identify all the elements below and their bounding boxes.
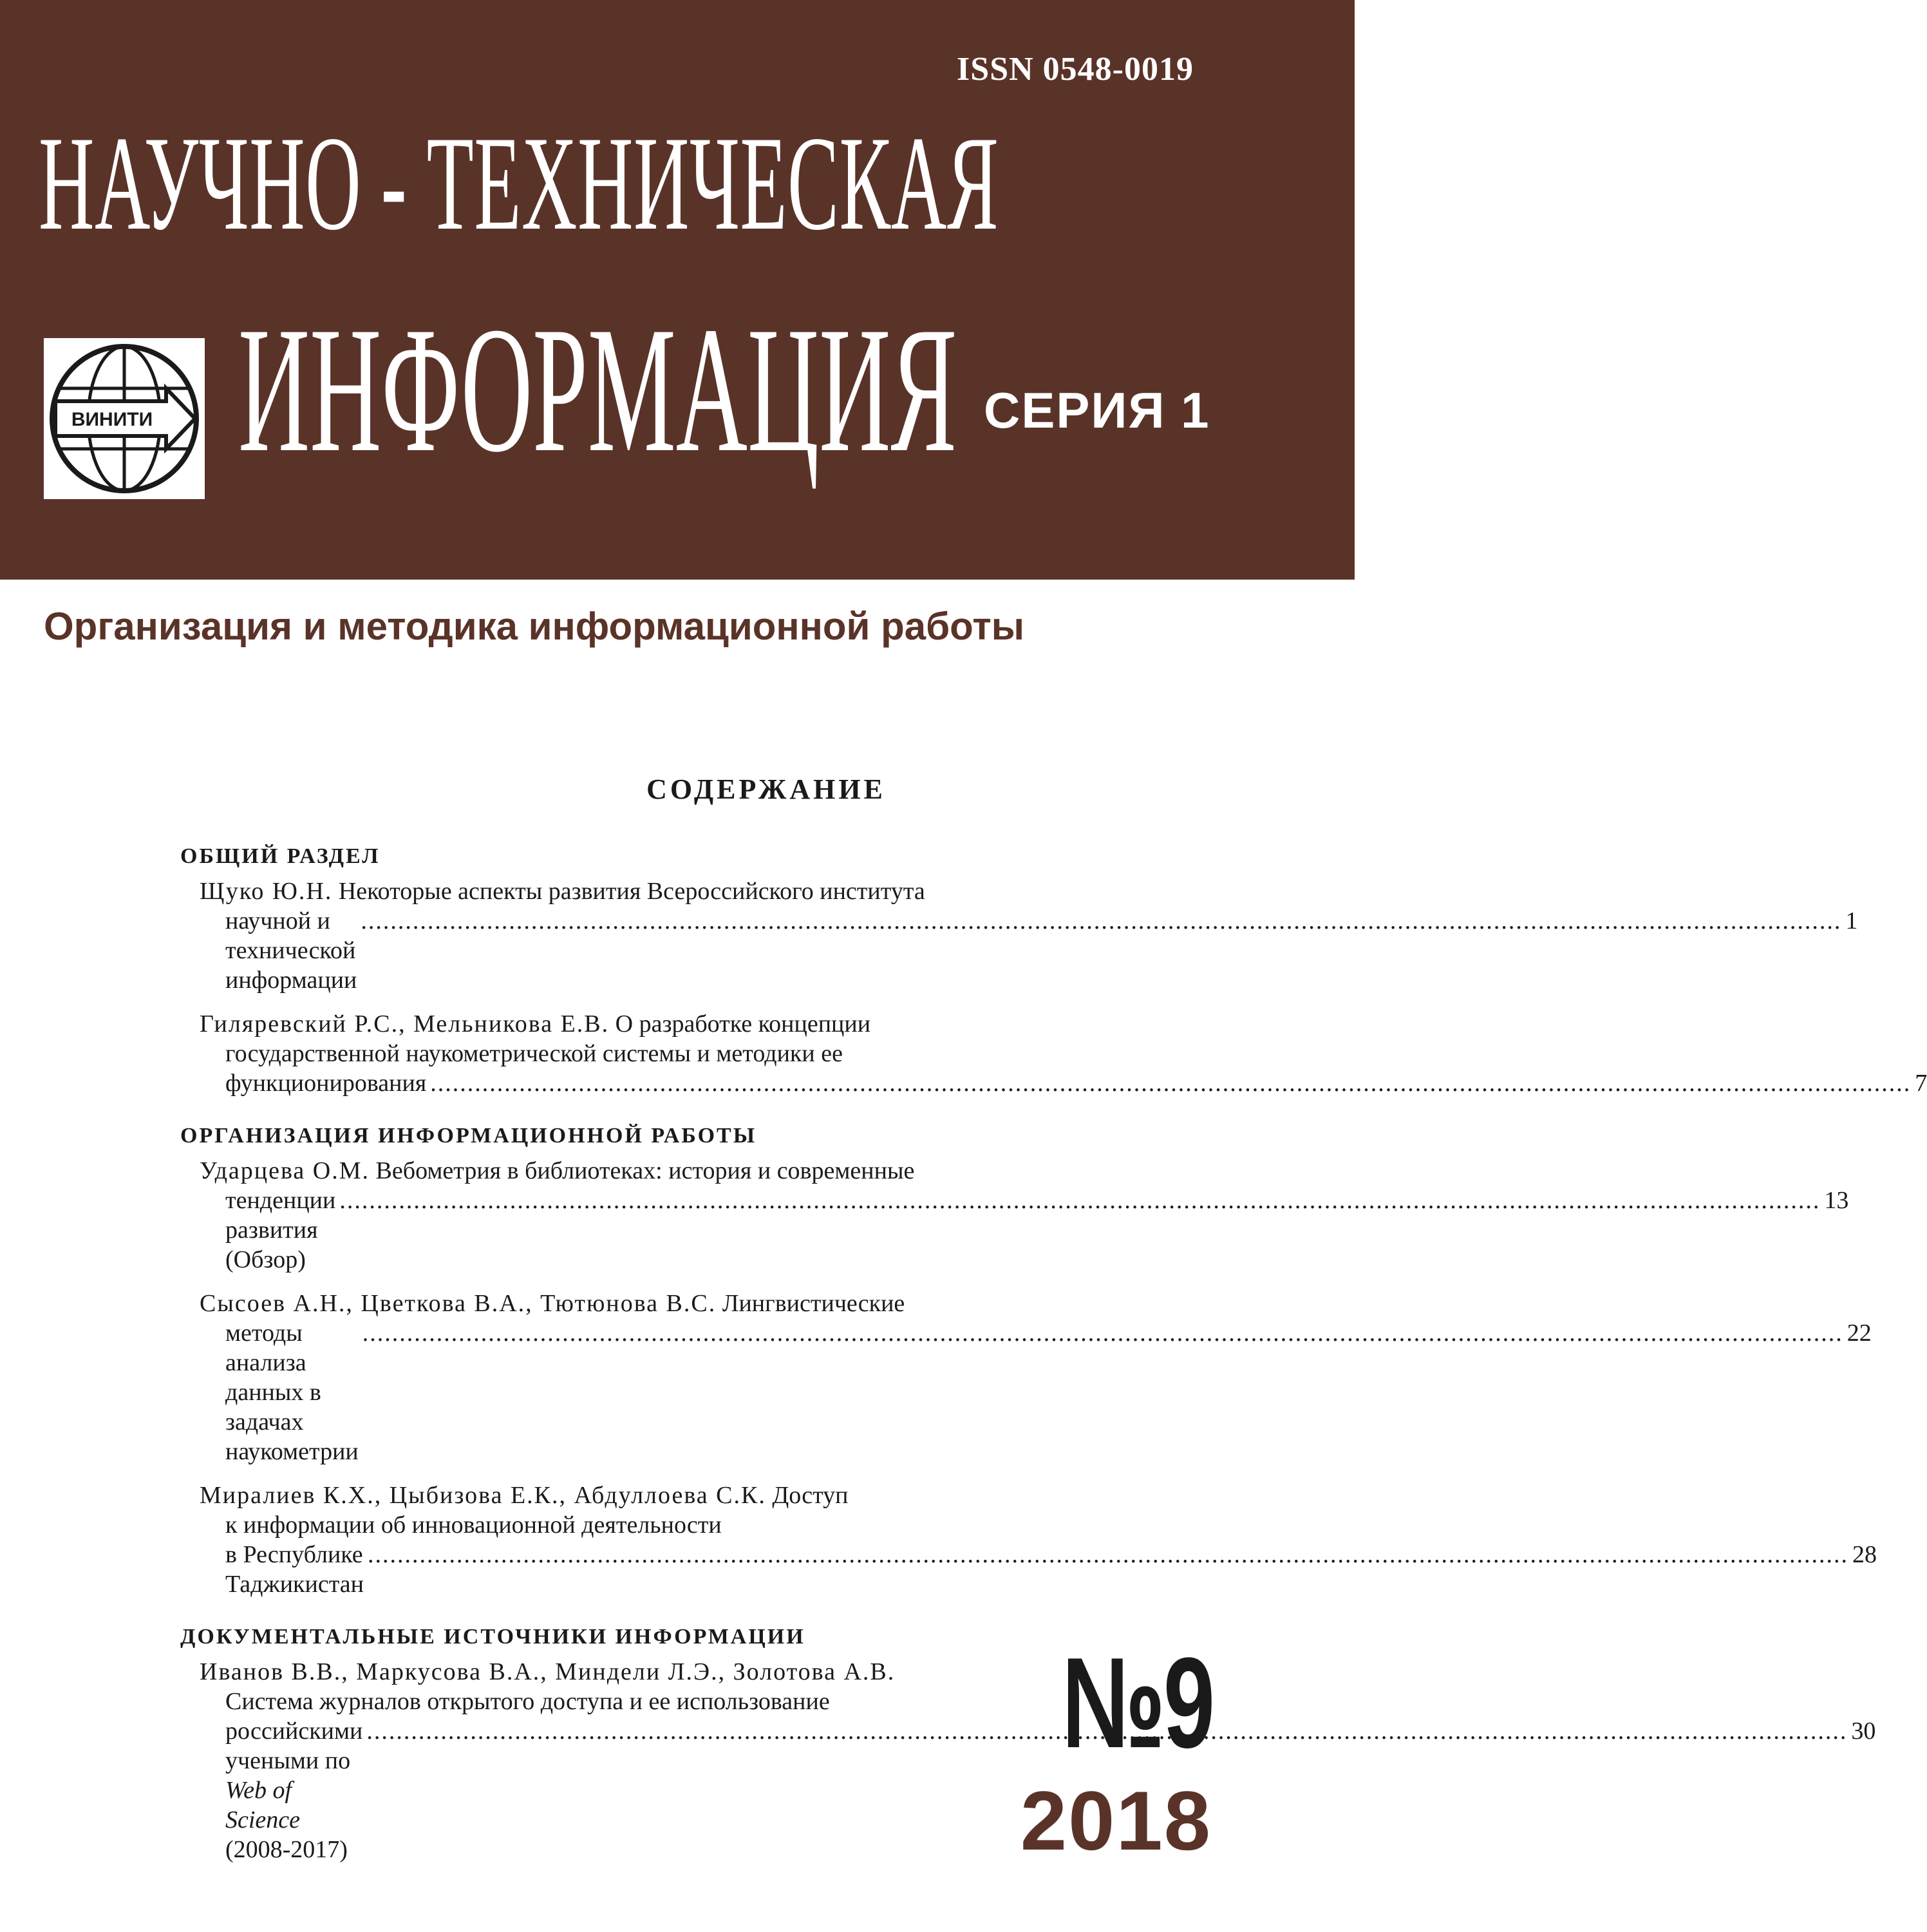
toc-page-number: 7	[1915, 1070, 1927, 1097]
toc-entry-authors: Сысоев А.Н., Цветкова В.А., Тютюнова В.С.	[200, 1290, 717, 1317]
toc-page-number: 28	[1852, 1541, 1877, 1568]
toc-entry[interactable]	[180, 876, 1858, 995]
toc-leader-dots: ........................................................................................................................................................................................................	[339, 1187, 1821, 1214]
toc-entry[interactable]	[180, 1289, 1872, 1466]
toc-entry-title-end: тенденции развития (Обзор)	[225, 1187, 336, 1273]
issue-number: №9	[1062, 1631, 1213, 1775]
toc-entry-first-line	[180, 1156, 1172, 1186]
toc-entry-last-line	[180, 1540, 1877, 1599]
toc-entry-first-line	[180, 1657, 1172, 1687]
toc-entry-title-start: Некоторые аспекты развития Всероссийского института	[338, 878, 925, 905]
toc-sections	[180, 844, 1927, 1864]
toc-entry-title-start: Доступ	[772, 1482, 849, 1509]
toc-entry-title-start: Вебометрия в библиотеках: история и современные	[375, 1157, 915, 1184]
toc-leader-dots: ........................................................................................................................................................................................................	[362, 1320, 1843, 1347]
toc-section-title: ДОКУМЕНТАЛЬНЫЕ ИСТОЧНИКИ ИНФОРМАЦИИ	[180, 1625, 805, 1649]
toc-page-number: 1	[1845, 907, 1858, 934]
toc-leader-dots: ........................................................................................................................................................................................................	[430, 1070, 1912, 1097]
toc-entry-title-end: научной и технической информации	[225, 907, 357, 994]
toc-entry-title-end: в Республике Таджикистан	[225, 1541, 364, 1598]
toc-entry-authors: Иванов В.В., Маркусова В.А., Миндели Л.Э., Золотова А.В.	[200, 1658, 896, 1685]
issn-label: ISSN 0548-0019	[957, 51, 1194, 88]
toc-leader-dots: ........................................................................................................................................................................................................	[361, 907, 1842, 934]
toc-entry[interactable]	[180, 1009, 1927, 1098]
toc-entry-title-continued: Система журналов открытого доступа и ее использование	[225, 1688, 830, 1715]
toc-entry-title-continued: государственной наукометрической системы и методики ее	[225, 1040, 843, 1067]
toc-heading: СОДЕРЖАНИЕ	[646, 773, 886, 805]
toc-entry-last-line	[180, 1068, 1927, 1098]
viniti-logo	[44, 338, 205, 499]
logo-text: ВИНИТИ	[71, 409, 153, 430]
toc-entry-last-line	[180, 1186, 1849, 1274]
journal-title-line-2: ИНФОРМАЦИЯ	[238, 289, 957, 489]
toc-entry[interactable]	[180, 1481, 1877, 1599]
toc-entry-title-continued: к информации об инновационной деятельности	[225, 1511, 722, 1539]
globe-arrow-logo-icon	[44, 338, 205, 499]
toc-entry-first-line	[180, 1009, 1172, 1039]
toc-page-number: 22	[1847, 1320, 1872, 1347]
toc-entry-authors: Гиляревский Р.С., Мельникова Е.В.	[200, 1010, 610, 1037]
toc-entry-last-line	[180, 1318, 1872, 1466]
toc-page-number: 30	[1851, 1718, 1876, 1745]
toc-entry-first-line	[180, 1289, 1172, 1318]
toc-entry-authors: Ударцева О.М.	[200, 1157, 370, 1184]
series-subtitle: Организация и методика информационной работы	[44, 605, 1024, 648]
toc-section-title: ОБЩИЙ РАЗДЕЛ	[180, 844, 381, 868]
toc-leader-dots: ........................................................................................................................................................................................................	[366, 1718, 1848, 1745]
toc-leader-dots: ........................................................................................................................................................................................................	[367, 1541, 1848, 1568]
journal-title-line-1: НАУЧНО - ТЕХНИЧЕСКАЯ	[39, 109, 999, 258]
toc-entry-title-end: российскими учеными по Web of Science (2008-2017)	[225, 1718, 363, 1863]
toc-entry-title-end: методы анализа данных в задачах наукометрии	[225, 1320, 359, 1465]
issue-year: 2018	[1020, 1774, 1212, 1868]
toc-entry-title-end: функционирования	[225, 1070, 427, 1097]
toc-section-title: ОРГАНИЗАЦИЯ ИНФОРМАЦИОННОЙ РАБОТЫ	[180, 1124, 757, 1148]
toc-entry-first-line	[180, 876, 1172, 906]
toc-entry-last-line	[180, 906, 1858, 995]
toc-entry[interactable]	[180, 1156, 1849, 1274]
toc-entry-authors: Щуко Ю.Н.	[200, 878, 333, 905]
toc-entry-title-start: Лингвистические	[722, 1290, 905, 1317]
series-label: СЕРИЯ 1	[984, 382, 1210, 439]
toc-entry-authors: Миралиев К.Х., Цыбизова Е.К., Абдуллоева С.К.	[200, 1482, 766, 1509]
toc-entry-first-line	[180, 1481, 1172, 1510]
toc-page-number: 13	[1824, 1187, 1849, 1214]
toc-entry-title-start: О разработке концепции	[615, 1010, 871, 1037]
table-of-contents	[180, 773, 1927, 1879]
